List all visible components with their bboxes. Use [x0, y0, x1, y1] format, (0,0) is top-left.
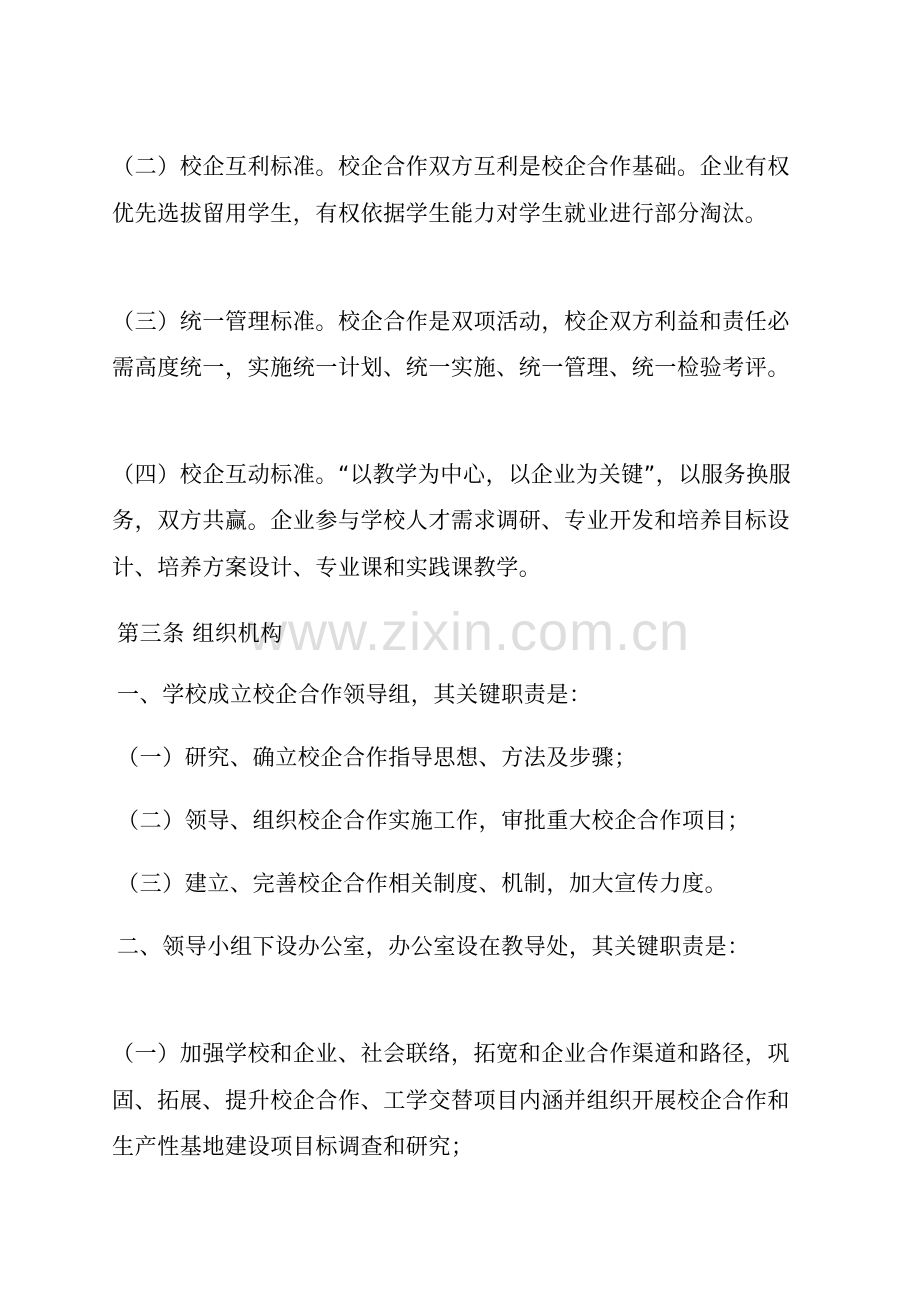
- subsection-heading: 一、学校成立校企合作领导组，其关键职责是：: [117, 683, 592, 708]
- paragraph-line: 需高度统一，实施统一计划、统一实施、统一管理、统一检验考评。: [112, 356, 791, 381]
- watermark: www.zixin.com.cn: [248, 602, 691, 662]
- paragraph-line: （一）加强学校和企业、社会联络，拓宽和企业合作渠道和路径，巩: [112, 1042, 791, 1067]
- list-item: （二）领导、组织校企合作实施工作，审批重大校企合作项目；: [117, 809, 750, 834]
- paragraph-line: 生产性基地建设项目标调查和研究；: [112, 1135, 474, 1160]
- list-item: （三）建立、完善校企合作相关制度、机制，加大宣传力度。: [117, 872, 728, 897]
- list-item: （一）研究、确立校企合作指导思想、方法及步骤；: [117, 746, 637, 771]
- paragraph-line: （二）校企互利标准。校企合作双方互利是校企合作基础。企业有权: [112, 155, 791, 180]
- paragraph-line: （三）统一管理标准。校企合作是双项活动，校企双方利益和责任必: [112, 310, 791, 335]
- subsection-heading: 二、领导小组下设办公室，办公室设在教导处，其关键职责是：: [117, 935, 750, 960]
- paragraph-line: 优先选拔留用学生，有权依据学生能力对学生就业进行部分淘汰。: [112, 202, 768, 227]
- paragraph-line: 计、培养方案设计、专业课和实践课教学。: [112, 556, 542, 581]
- paragraph-line: 务，双方共赢。企业参与学校人才需求调研、专业开发和培养目标设: [112, 509, 791, 534]
- section-heading: 第三条 组织机构: [117, 622, 283, 647]
- paragraph-line: 固、拓展、提升校企合作、工学交替项目内涵并组织开展校企合作和: [112, 1089, 791, 1114]
- paragraph-line: （四）校企互动标准。“以教学为中心，以企业为关键”，以服务换服: [112, 463, 792, 488]
